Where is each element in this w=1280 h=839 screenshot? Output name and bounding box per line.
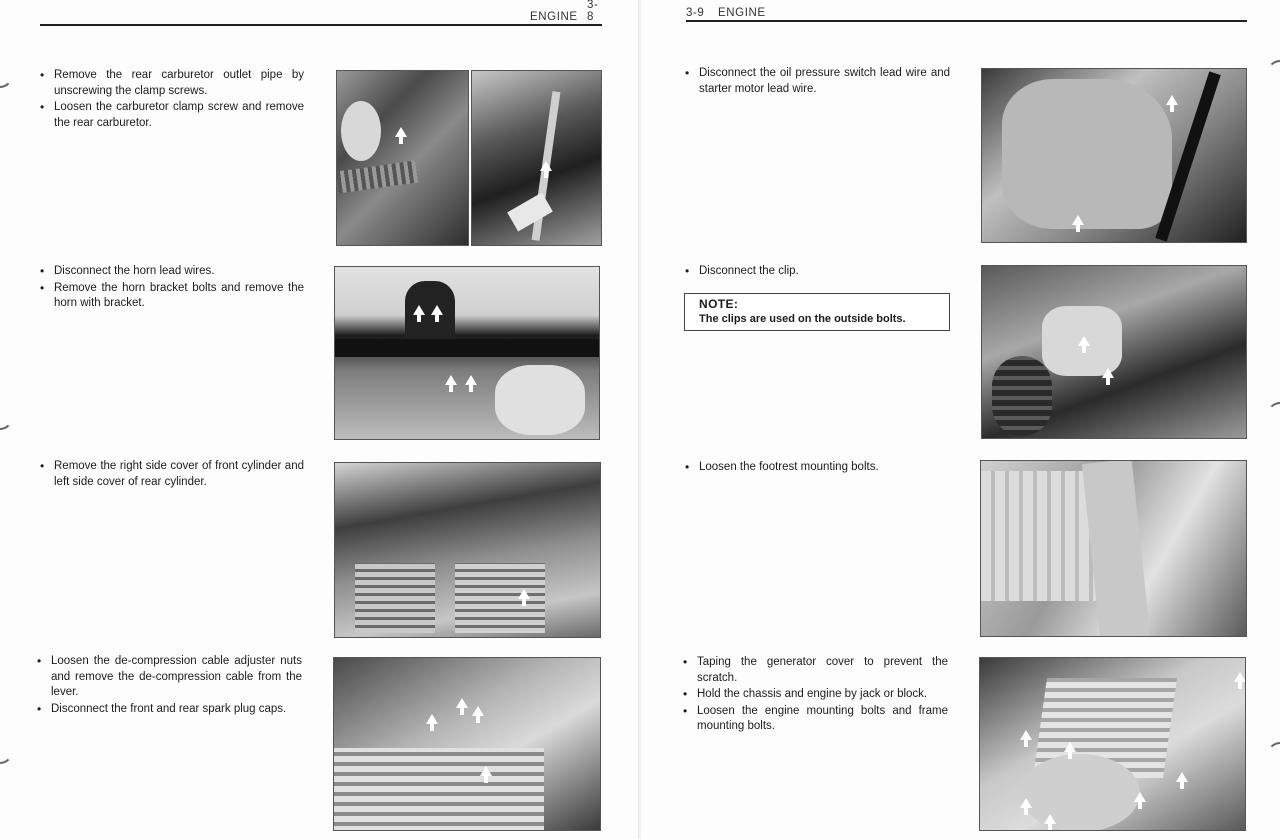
arrow-icon (1064, 742, 1076, 752)
footrest-plate-shape (1082, 460, 1150, 637)
step-item: • Remove the right side cover of front cylinder and left side cover of rear cylinder. (40, 459, 304, 490)
footrest-bolts-photo (980, 460, 1247, 637)
rear-carburetor-photo (336, 70, 469, 246)
frame-rail-shape (335, 339, 600, 357)
arrow-icon (1044, 814, 1056, 824)
cloth-shape (495, 365, 585, 435)
left-page-number: 3-8 (587, 0, 599, 23)
oil-pressure-switch-photo (981, 68, 1247, 243)
step-item: • Disconnect the clip. (685, 264, 950, 280)
arrow-icon (1166, 95, 1178, 105)
arrow-icon (1020, 730, 1032, 740)
step-item: • Loosen the carburetor clamp screw and remove the rear carburetor. (40, 100, 304, 131)
step-item: • Loosen the de-compression cable adjuster nuts and remove the de-compression cable from the lever. (37, 654, 302, 701)
step-group-6 (685, 264, 950, 281)
arrow-icon (1134, 792, 1146, 802)
arrow-icon (518, 589, 530, 599)
arrow-icon (1234, 672, 1246, 682)
arrow-icon (431, 305, 443, 315)
step-item: • Remove the horn bracket bolts and remove the horn with bracket. (40, 281, 304, 312)
cylinder-fins-shape (355, 563, 435, 633)
step-item: • Disconnect the front and rear spark plug caps. (37, 702, 302, 718)
step-item: • Loosen the engine mounting bolts and frame mounting bolts. (683, 704, 948, 735)
clamp-shape (507, 192, 553, 231)
left-section-title: ENGINE (530, 11, 578, 23)
outlet-pipe-shape (336, 161, 418, 194)
carburetor-clamp-photo (471, 70, 602, 246)
step-group-7 (685, 460, 950, 477)
carburetor-body-shape (341, 101, 381, 161)
arrow-icon (1176, 772, 1188, 782)
step-group-8 (683, 655, 948, 736)
step-group-5 (685, 66, 950, 98)
cylinder-cover-photo (334, 462, 601, 638)
cylinder-fins-shape (334, 748, 544, 831)
note-title: NOTE: (699, 297, 739, 311)
generator-cover-shape (1020, 754, 1140, 831)
step-item: • Disconnect the oil pressure switch lead wire and starter motor lead wire. (685, 66, 950, 97)
decompression-cable-photo (333, 657, 601, 831)
clip-photo (981, 265, 1247, 439)
arrow-icon (472, 706, 484, 716)
engine-mounting-photo (979, 657, 1246, 831)
arrow-icon (395, 127, 407, 137)
step-group-3 (40, 459, 304, 491)
step-group-4 (37, 654, 302, 718)
binder-ring-icon (0, 738, 13, 764)
arrow-icon (445, 375, 457, 385)
arrow-icon (480, 766, 492, 776)
step-group-1 (40, 68, 304, 132)
binder-ring-icon (1267, 742, 1280, 768)
arrow-icon (465, 375, 477, 385)
right-page-number: 3-9 (686, 7, 705, 19)
arrow-icon (1020, 798, 1032, 808)
arrow-icon (1072, 215, 1084, 225)
note-box (684, 293, 950, 331)
right-section-title: ENGINE (718, 7, 766, 19)
arrow-icon (1078, 336, 1090, 346)
note-text: The clips are used on the outside bolts. (699, 313, 906, 325)
horn-photo (334, 266, 600, 440)
arrow-icon (456, 698, 468, 708)
arrow-icon (426, 714, 438, 724)
engine-case-shape (1002, 79, 1172, 229)
arrow-icon (413, 305, 425, 315)
step-item: • Remove the rear carburetor outlet pipe by unscrewing the clamp screws. (40, 68, 304, 99)
step-group-2 (40, 264, 304, 313)
binder-ring-icon (0, 62, 13, 88)
binder-ring-icon (1267, 402, 1280, 428)
left-page-header (40, 0, 602, 26)
right-page-header (686, 2, 1247, 22)
step-item: • Hold the chassis and engine by jack or block. (683, 687, 948, 703)
arrow-icon (1102, 368, 1114, 378)
arrow-icon (540, 161, 552, 171)
step-item: • Disconnect the horn lead wires. (40, 264, 304, 280)
step-item: • Taping the generator cover to prevent the scratch. (683, 655, 948, 686)
cylinder-fins-shape (455, 563, 545, 633)
right-page (641, 0, 1280, 839)
binder-ring-icon (1267, 60, 1280, 86)
step-item: • Loosen the footrest mounting bolts. (685, 460, 950, 476)
boot-shape (992, 356, 1052, 436)
binder-ring-icon (0, 404, 13, 430)
